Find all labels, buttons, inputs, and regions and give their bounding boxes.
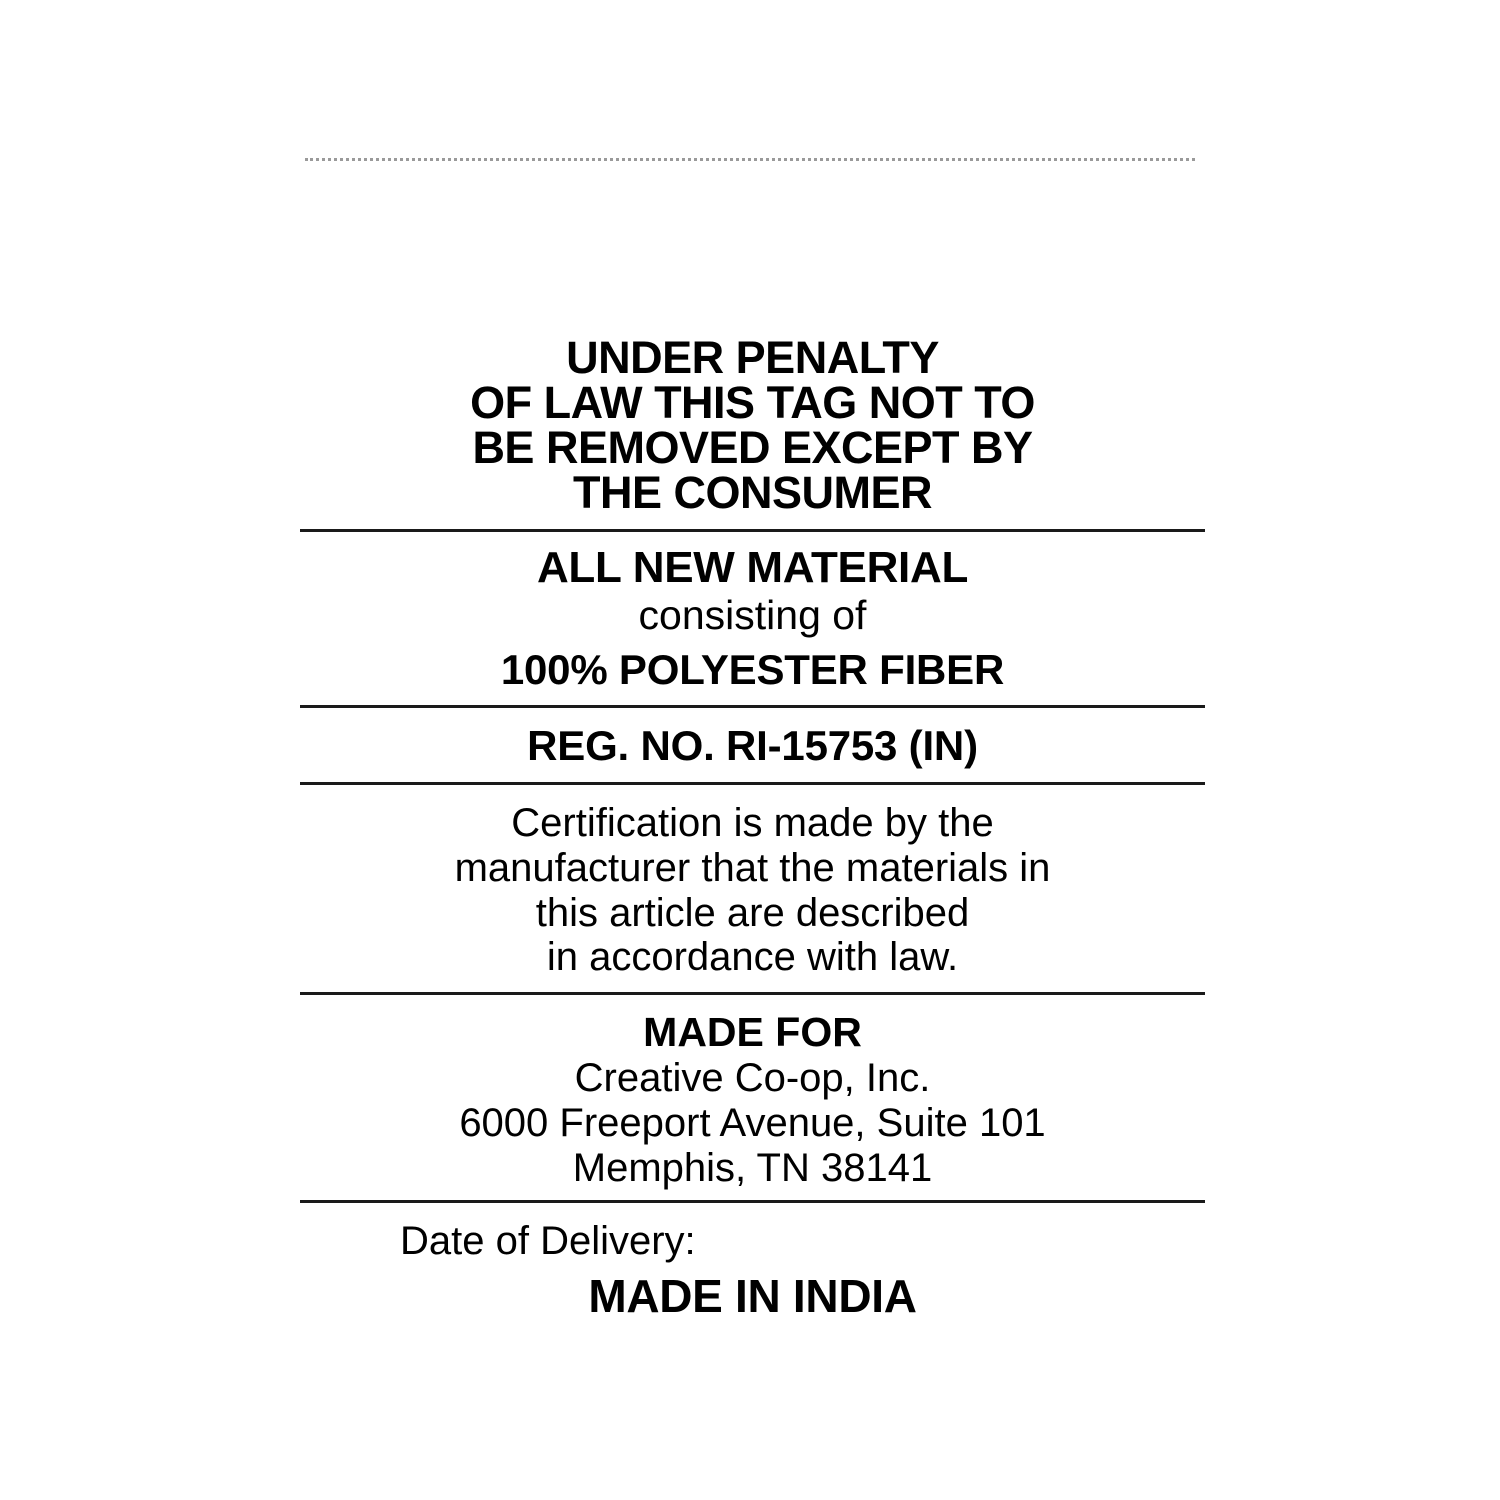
material-section — [300, 532, 1205, 705]
label-content — [300, 332, 1205, 1325]
delivery-section — [300, 1203, 1205, 1324]
made-for-title: MADE FOR — [643, 1009, 862, 1056]
date-of-delivery-label: Date of Delivery: — [400, 1219, 696, 1264]
registration-section — [300, 708, 1205, 782]
penalty-line-1: UNDER PENALTY — [566, 332, 939, 383]
certification-section — [300, 785, 1205, 992]
certification-line-2: manufacturer that the materials in — [454, 845, 1051, 890]
certification-line-1: Certification is made by the — [511, 801, 994, 846]
country-of-origin: MADE IN INDIA — [588, 1270, 917, 1323]
company-name: Creative Co-op, Inc. — [574, 1055, 931, 1100]
certification-line-3: this article are described — [535, 890, 970, 935]
company-street: 6000 Freeport Avenue, Suite 101 — [459, 1100, 1046, 1145]
registration-number: REG. NO. RI-15753 (IN) — [527, 722, 978, 770]
company-city-state-zip: Memphis, TN 38141 — [572, 1145, 933, 1190]
penalty-line-2: OF LAW THIS TAG NOT TO — [470, 377, 1035, 428]
made-for-section — [300, 995, 1205, 1200]
certification-line-4: in accordance with law. — [546, 935, 959, 980]
perforation-line — [305, 158, 1195, 164]
material-content: 100% POLYESTER FIBER — [500, 645, 1005, 693]
penalty-line-4: THE CONSUMER — [572, 467, 932, 518]
material-heading: ALL NEW MATERIAL — [536, 543, 969, 592]
material-connector: consisting of — [638, 591, 867, 638]
penalty-line-3: BE REMOVED EXCEPT BY — [472, 422, 1033, 473]
penalty-notice — [300, 332, 1205, 529]
